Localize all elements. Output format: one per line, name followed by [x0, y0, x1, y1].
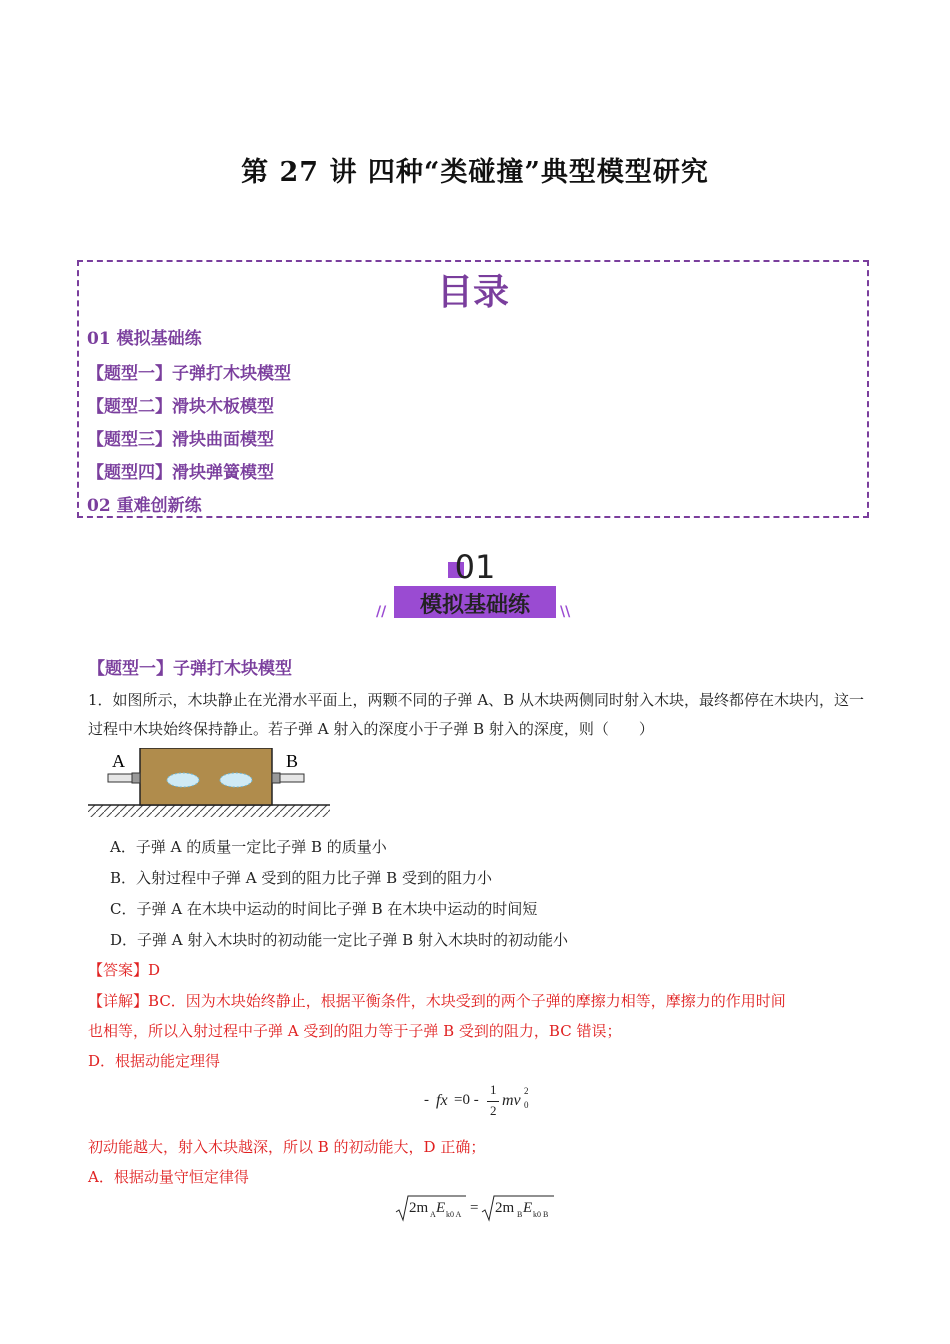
toc-item-type-2[interactable]: 【题型二】滑块木板模型 [87, 397, 274, 417]
document-title: 第 27 讲 四种“类碰撞”典型模型研究 [241, 157, 709, 188]
detail-line-2: 也相等，所以入射过程中子弹 A 受到的阻力等于子弹 B 受到的阻力，BC 错误； [88, 1022, 622, 1040]
formula1-denominator: 2 [490, 1103, 497, 1118]
detail-tag: 【详解】 [88, 992, 149, 1010]
toc-item-basic-practice[interactable]: 01 模拟基础练 [87, 329, 202, 349]
section-badge [370, 548, 580, 628]
formula2-esub-b: k0 B [533, 1210, 549, 1219]
badge-slash-left-icon: // [376, 604, 387, 620]
answer-tag: 【答案】 [88, 961, 149, 979]
label-a: A [112, 751, 125, 771]
ground-hatch [88, 805, 330, 817]
label-b: B [286, 751, 299, 771]
embedded-bullet-a [167, 773, 199, 787]
formula2-e-b: E [523, 1200, 533, 1216]
bullet-a-tail [132, 773, 140, 783]
formula1-eq: =0 - [454, 1092, 479, 1108]
question-text: 1．如图所示，木块静止在光滑水平面上，两颗不同的子弹 A、B 从木块两侧同时射入木块，最终都停在木块内，这一过程中木块始终保持静止。若子弹 A 射入的深度小于子弹 B 射入的深度，则（ ） [88, 691, 864, 738]
formula-momentum [394, 1194, 564, 1224]
formula2-esub-a: k0 A [446, 1210, 462, 1219]
option-c[interactable]: C．子弹 A 在木块中运动的时间比子弹 B 在木块中运动的时间短 [110, 900, 538, 918]
option-d[interactable]: D．子弹 A 射入木块时的初动能一定比子弹 B 射入木块时的初动能小 [110, 931, 568, 949]
toc-heading: 目录 [436, 271, 509, 313]
formula-kinetic-energy [424, 1082, 564, 1124]
detail-text-1: BC．因为木块始终静止，根据平衡条件，木块受到的两个子弹的摩擦力相等，摩擦力的作用时间 [148, 992, 786, 1010]
question-figure [88, 748, 338, 832]
formula1-subscript: 0 [524, 1100, 529, 1110]
table-of-contents [77, 260, 869, 518]
answer-value: D [148, 961, 161, 979]
formula2-e-a: E [436, 1200, 446, 1216]
formula1-numerator: 1 [490, 1082, 497, 1097]
option-b[interactable]: B．入射过程中子弹 A 受到的阻力比子弹 B 受到的阻力小 [110, 869, 492, 887]
detail-line-1 [88, 990, 786, 1011]
badge-slash-right-icon: \\ [560, 604, 571, 620]
detail-line-3: D．根据动能定理得 [88, 1052, 221, 1070]
formula2-2ma: 2m [409, 1200, 429, 1216]
toc-item-type-3[interactable]: 【题型三】滑块曲面模型 [87, 430, 274, 450]
wooden-block [140, 748, 272, 805]
formula2-2mb: 2m [495, 1200, 515, 1216]
formula2-sub-b: B [517, 1210, 523, 1219]
formula1-fraction-bar [487, 1101, 499, 1102]
bullet-b-tail [272, 773, 280, 783]
formula1-lhs: fx [436, 1092, 448, 1109]
formula2-sub-a: A [430, 1210, 436, 1219]
section-title: 【题型一】子弹打木块模型 [88, 659, 292, 679]
toc-item-type-4[interactable]: 【题型四】滑块弹簧模型 [87, 463, 274, 483]
detail-line-5: A．根据动量守恒定律得 [88, 1168, 249, 1186]
embedded-bullet-b [220, 773, 252, 787]
toc-item-advanced-practice[interactable]: 02 重难创新练 [87, 496, 202, 516]
detail-line-4: 初动能越大，射入木块越深，所以 B 的初动能大，D 正确； [88, 1138, 486, 1156]
formula1-minus: - [424, 1092, 429, 1108]
bullet-block-diagram [88, 748, 338, 828]
formula2-eq: = [470, 1200, 479, 1216]
formula1-superscript: 2 [524, 1086, 529, 1096]
badge-number: 01 [454, 548, 496, 586]
formula1-mv: mv [502, 1092, 521, 1109]
badge-label: 模拟基础练 [419, 593, 530, 618]
option-a[interactable]: A．子弹 A 的质量一定比子弹 B 的质量小 [110, 838, 387, 856]
answer-line [88, 959, 160, 980]
toc-item-type-1[interactable]: 【题型一】子弹打木块模型 [87, 364, 291, 384]
